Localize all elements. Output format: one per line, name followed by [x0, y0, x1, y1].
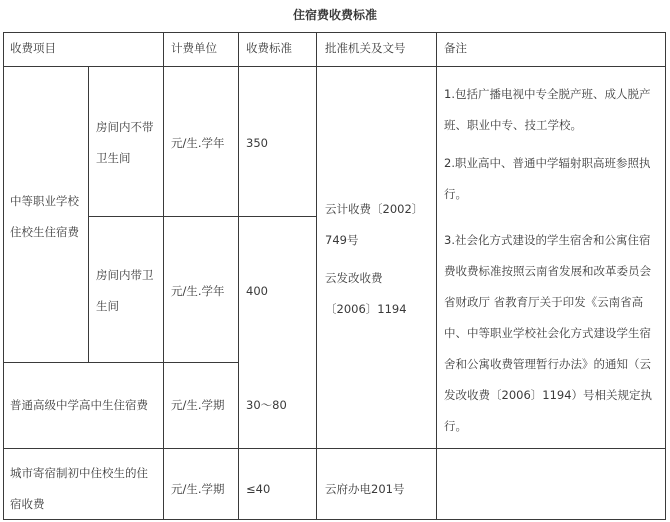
table-bottom-border: [3, 519, 665, 520]
sub-row-divider: [88, 216, 316, 217]
remark-3-line6: 发改收费〔2006〕1194）号相关规定执: [444, 388, 653, 402]
with-bath-unit: 元/生.学年: [171, 284, 225, 298]
remark-2-line2: 行。: [444, 187, 467, 201]
high-school-standard: 30～80: [246, 398, 287, 412]
page-title: 住宿费收费标准: [292, 8, 377, 22]
boarding-unit: 元/生.学期: [171, 482, 225, 496]
no-bath-label-line2: 卫生间: [96, 151, 131, 165]
authority-merged-line3: 云发改收费: [325, 271, 383, 285]
with-bath-standard: 400: [246, 284, 268, 298]
with-bath-label-line2: 生间: [96, 299, 119, 313]
vocational-group-label-line2: 住校生住宿费: [10, 225, 79, 239]
remark-3-line7: 行。: [444, 419, 467, 433]
authority-merged-line1: 云计收费〔2002〕: [325, 202, 424, 216]
remark-3-line3: 省财政厅 省教育厅关于印发《云南省高: [444, 295, 644, 309]
remark-2-line1: 2.职业高中、普通中学辐射职高班参照执: [444, 156, 651, 170]
remarks-row-bottom: [3, 448, 665, 449]
boarding-item-line1: 城市寄宿制初中住校生的住: [10, 466, 148, 480]
header-remarks: 备注: [444, 41, 467, 55]
high-school-item: 普通高级中学高中生住宿费: [10, 398, 148, 412]
no-bath-standard: 350: [246, 136, 268, 150]
table-right-border: [665, 32, 666, 520]
table-left-border: [3, 32, 4, 520]
authority-merged-line2: 749号: [325, 233, 359, 247]
remark-3-line5: 舍和公寓收费管理暂行办法》的通知（云: [444, 357, 651, 371]
header-authority: 批准机关及文号: [325, 41, 406, 55]
unit-column-left: [163, 32, 164, 520]
remarks-column-left: [436, 32, 437, 520]
no-bath-label-line1: 房间内不带: [96, 120, 154, 134]
no-bath-unit: 元/生.学年: [171, 136, 225, 150]
remark-1-line2: 班、职业中专、技工学校。: [444, 118, 582, 132]
remark-3-line1: 3.社会化方式建设的学生宿舍和公寓住宿: [444, 233, 651, 247]
header-standard: 收费标准: [246, 41, 292, 55]
header-item: 收费项目: [10, 41, 56, 55]
vocational-group-label-line1: 中等职业学校: [10, 194, 79, 208]
vocational-group-bottom: [3, 362, 238, 363]
with-bath-label-line1: 房间内带卫: [96, 268, 154, 282]
header-bottom-border: [3, 66, 665, 67]
boarding-standard: ≤40: [246, 482, 271, 496]
standard-column-left: [238, 32, 239, 520]
remark-3-line4: 中、中等职业学校社会化方式建设学生宿: [444, 326, 651, 340]
authority-merged-line4: 〔2006〕1194: [325, 302, 407, 316]
authority-column-left: [316, 32, 317, 520]
high-school-unit: 元/生.学期: [171, 398, 225, 412]
boarding-authority: 云府办电201号: [325, 482, 405, 496]
boarding-item-line2: 宿收费: [10, 497, 45, 511]
remark-3-line2: 费收费标准按照云南省发展和改革委员会: [444, 264, 651, 278]
table-top-border: [3, 32, 665, 33]
remark-1-line1: 1.包括广播电视中专全脱产班、成人脱产: [444, 87, 651, 101]
header-unit: 计费单位: [171, 41, 217, 55]
subitem-divider: [88, 66, 89, 363]
